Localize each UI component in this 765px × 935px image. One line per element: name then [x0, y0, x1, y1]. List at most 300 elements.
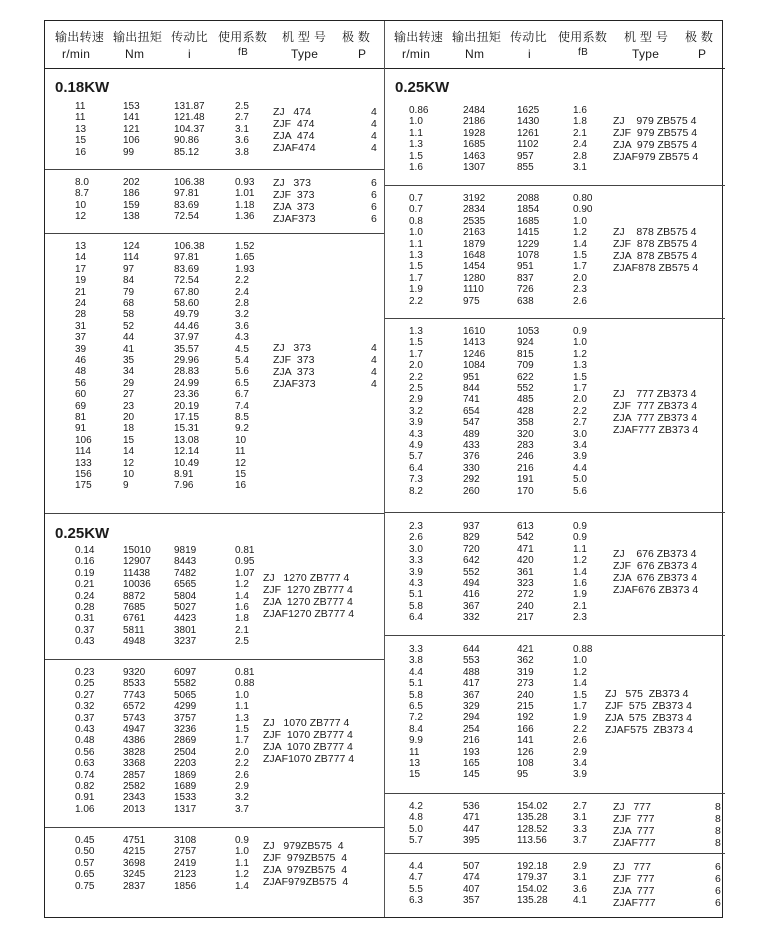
ratio-cell: 273: [517, 678, 534, 690]
factor-cell: 1.4: [235, 880, 249, 892]
factor-cell: 9.2: [235, 423, 249, 435]
speed-cell: 0.45: [75, 835, 95, 846]
factor-cell: 0.81: [235, 545, 255, 556]
speed-cell: 11: [409, 746, 420, 758]
ratio-cell: 131.87: [174, 101, 205, 112]
table-row: [45, 770, 384, 781]
torque-cell: 2582: [123, 781, 146, 792]
factor-cell: 0.90: [573, 204, 593, 216]
speed-cell: 69: [75, 400, 87, 412]
speed-cell: 0.65: [75, 869, 95, 881]
header-torque-unit: Nm: [125, 47, 145, 61]
speed-cell: 0.31: [75, 613, 95, 625]
factor-cell: 4.1: [573, 895, 587, 907]
torque-cell: 4947: [123, 724, 146, 735]
ratio-cell: 855: [517, 162, 534, 173]
speed-cell: 13: [75, 123, 87, 135]
table-row: [45, 264, 384, 275]
table-row: [385, 872, 725, 883]
speed-cell: 3.2: [409, 405, 423, 417]
table-row: [385, 612, 725, 623]
ratio-cell: 83.69: [174, 199, 200, 211]
speed-cell: 6.4: [409, 612, 423, 624]
ratio-cell: 1078: [517, 250, 540, 261]
factor-cell: 3.0: [573, 428, 587, 440]
ratio-cell: 485: [517, 394, 534, 406]
torque-cell: 34: [123, 366, 135, 378]
table-row: [45, 188, 384, 199]
model-type: ZJ 575 ZB373 4: [605, 688, 689, 701]
ratio-cell: 72.54: [174, 211, 200, 223]
header-torque: 输出扭矩: [452, 30, 502, 44]
model-type: ZJF 575 ZB373 4: [605, 700, 692, 713]
header-model-unit: Type: [632, 47, 660, 61]
speed-cell: 14: [75, 252, 87, 264]
table-row: [45, 344, 384, 355]
ratio-cell: 1229: [517, 238, 540, 250]
torque-cell: 193: [463, 746, 480, 758]
table-row: [385, 801, 725, 812]
table-row: [45, 135, 384, 146]
ratio-cell: 192: [517, 712, 534, 724]
speed-cell: 106: [75, 434, 92, 446]
table-row: [45, 177, 384, 188]
table-row: [385, 349, 725, 360]
table-row: [385, 861, 725, 872]
ratio-cell: 3237: [174, 636, 197, 648]
speed-cell: 6.3: [409, 895, 423, 907]
table-row: [385, 204, 725, 215]
factor-cell: 0.80: [573, 193, 593, 204]
table-row: [45, 545, 384, 556]
torque-cell: 1610: [463, 326, 486, 337]
speed-cell: 4.7: [409, 872, 423, 884]
data-block: [385, 635, 725, 794]
speed-cell: 0.7: [409, 204, 423, 216]
table-row: [45, 625, 384, 636]
factor-cell: 6.5: [235, 377, 249, 389]
ratio-cell: 8443: [174, 556, 197, 568]
pole-value: 6: [371, 201, 377, 213]
model-type: ZJF 777: [613, 813, 655, 825]
model-type: ZJA 575 ZB373 4: [605, 712, 692, 725]
pole-value: 6: [715, 885, 721, 897]
right-column: [384, 21, 725, 917]
ratio-cell: 3801: [174, 624, 197, 636]
torque-cell: 552: [463, 566, 480, 578]
ratio-cell: 420: [517, 555, 534, 567]
ratio-cell: 24.99: [174, 377, 200, 389]
speed-cell: 8.7: [75, 188, 89, 200]
factor-cell: 1.2: [573, 227, 587, 239]
speed-cell: 4.8: [409, 812, 423, 824]
torque-cell: 124: [123, 241, 140, 252]
speed-cell: 39: [75, 343, 87, 355]
factor-cell: 1.4: [235, 590, 249, 602]
speed-cell: 1.1: [409, 238, 423, 250]
torque-cell: 35: [123, 355, 135, 366]
table-row: [385, 337, 725, 348]
ratio-cell: 471: [517, 543, 534, 555]
pole-list: [715, 861, 721, 909]
torque-cell: 367: [463, 600, 480, 612]
factor-cell: 1.2: [235, 579, 249, 591]
ratio-cell: 7.96: [174, 480, 194, 492]
model-type-list: [263, 717, 354, 765]
header-poles-unit: P: [698, 47, 707, 61]
speed-cell: 0.24: [75, 590, 95, 602]
model-type: ZJF 777 ZB373 4: [613, 399, 698, 412]
ratio-cell: 170: [517, 485, 534, 497]
right-header: [385, 21, 725, 69]
torque-cell: 3828: [123, 746, 146, 758]
ratio-cell: 323: [517, 578, 534, 589]
factor-cell: 2.6: [573, 295, 587, 307]
torque-cell: 79: [123, 286, 135, 298]
torque-cell: 8872: [123, 590, 146, 602]
factor-cell: 0.95: [235, 556, 255, 568]
table-row: [45, 275, 384, 286]
model-type: ZJF 1070 ZB777 4: [263, 729, 353, 742]
table-row: [385, 360, 725, 371]
left-column: [45, 21, 384, 917]
speed-cell: 1.3: [409, 250, 423, 261]
factor-cell: 2.4: [573, 139, 587, 151]
data-block: [45, 513, 384, 660]
factor-cell: 2.7: [235, 112, 249, 124]
factor-cell: 2.7: [573, 801, 587, 812]
ratio-cell: 154.02: [517, 801, 548, 812]
model-type-list: [613, 115, 698, 163]
model-type: ZJF 373: [273, 189, 315, 201]
pole-value: 4: [371, 354, 377, 367]
factor-cell: 0.93: [235, 177, 255, 188]
factor-cell: 0.88: [235, 678, 255, 690]
factor-cell: 1.9: [573, 589, 587, 601]
torque-cell: 4386: [123, 735, 146, 747]
torque-cell: 471: [463, 812, 480, 824]
model-type: ZJAF373: [273, 213, 316, 225]
factor-cell: 1.5: [573, 371, 587, 383]
factor-cell: 2.2: [235, 275, 249, 287]
table-row: [45, 480, 384, 491]
torque-cell: 741: [463, 394, 480, 406]
table-row: [385, 835, 725, 846]
torque-cell: 937: [463, 521, 480, 532]
torque-cell: 3368: [123, 758, 146, 770]
ratio-cell: 552: [517, 383, 534, 394]
header-poles: 极 数: [342, 30, 371, 44]
speed-cell: 3.0: [409, 543, 423, 555]
factor-cell: 0.88: [573, 644, 593, 655]
torque-cell: 488: [463, 666, 480, 678]
section-title: 0.25KW: [55, 525, 110, 542]
model-type: ZJAF979ZB575 4: [263, 875, 349, 888]
table-row: [385, 747, 725, 758]
model-type-list: [273, 177, 316, 225]
table-row: [385, 284, 725, 295]
ratio-cell: 2123: [174, 869, 197, 881]
factor-cell: 2.8: [573, 150, 587, 162]
ratio-cell: 3236: [174, 724, 197, 735]
model-type-list: [613, 861, 656, 909]
torque-cell: 1110: [463, 284, 484, 296]
ratio-cell: 951: [517, 261, 534, 273]
speed-cell: 56: [75, 377, 87, 389]
factor-cell: 3.4: [573, 758, 587, 769]
factor-cell: 3.6: [235, 320, 249, 332]
speed-cell: 8.2: [409, 485, 423, 497]
ratio-cell: 72.54: [174, 275, 200, 287]
model-type: ZJ 373: [273, 342, 311, 355]
ratio-cell: 154.02: [517, 883, 548, 895]
torque-cell: 9: [123, 480, 129, 492]
factor-cell: 1.1: [235, 857, 249, 869]
ratio-cell: 106.38: [174, 177, 205, 188]
torque-cell: 357: [463, 895, 480, 907]
spec-table: [44, 20, 723, 918]
speed-cell: 5.7: [409, 835, 423, 847]
pole-value: 4: [371, 342, 377, 355]
torque-cell: 376: [463, 451, 480, 463]
table-row: [385, 193, 725, 204]
ratio-cell: 104.37: [174, 123, 205, 135]
ratio-cell: 6565: [174, 579, 197, 591]
ratio-cell: 622: [517, 371, 534, 383]
factor-cell: 10: [235, 434, 247, 446]
factor-cell: 2.2: [235, 758, 249, 770]
ratio-cell: 67.80: [174, 286, 200, 298]
speed-cell: 5.8: [409, 600, 423, 612]
factor-cell: 2.5: [235, 636, 249, 648]
ratio-cell: 6097: [174, 667, 197, 678]
torque-cell: 447: [463, 823, 480, 835]
pole-value: 4: [371, 366, 377, 379]
header-speed: 输出转速: [394, 30, 444, 44]
table-row: [45, 211, 384, 222]
ratio-cell: 1102: [517, 139, 539, 151]
factor-cell: 12: [235, 457, 247, 469]
torque-cell: 153: [123, 101, 140, 112]
speed-cell: 0.8: [409, 215, 423, 227]
torque-cell: 292: [463, 474, 480, 486]
torque-cell: 114: [123, 252, 139, 264]
ratio-cell: 5582: [174, 678, 197, 690]
ratio-cell: 361: [517, 566, 534, 578]
ratio-cell: 4423: [174, 613, 197, 625]
factor-cell: 5.6: [573, 485, 587, 497]
ratio-cell: 8.91: [174, 469, 194, 480]
data-block: [385, 185, 725, 319]
ratio-cell: 135.28: [517, 895, 548, 907]
speed-cell: 0.32: [75, 701, 95, 713]
torque-cell: 12907: [123, 556, 151, 568]
factor-cell: 7.4: [235, 400, 249, 412]
factor-cell: 1.0: [573, 655, 587, 667]
speed-cell: 5.1: [409, 678, 423, 690]
speed-cell: 15: [409, 769, 421, 781]
torque-cell: 15: [123, 434, 135, 446]
factor-cell: 3.2: [235, 309, 249, 321]
ratio-cell: 37.97: [174, 332, 200, 344]
table-row: [385, 735, 725, 746]
model-type: ZJA 373: [273, 201, 315, 213]
torque-cell: 15010: [123, 545, 151, 556]
pole-list: [371, 342, 377, 390]
torque-cell: 2857: [123, 769, 146, 781]
torque-cell: 1307: [463, 162, 486, 173]
pole-value: 6: [715, 861, 721, 873]
factor-cell: 11: [235, 446, 246, 458]
factor-cell: 2.3: [573, 284, 587, 296]
speed-cell: 9.9: [409, 735, 423, 747]
ratio-cell: 128.52: [517, 823, 548, 835]
pole-value: 8: [715, 837, 721, 849]
factor-cell: 1.93: [235, 263, 255, 275]
model-type-list: [613, 548, 698, 596]
table-row: [45, 124, 384, 135]
model-type: ZJA 474: [273, 129, 315, 142]
factor-cell: 2.1: [235, 624, 249, 636]
table-row: [45, 112, 384, 123]
ratio-cell: 90.86: [174, 135, 200, 147]
speed-cell: 133: [75, 457, 92, 469]
table-row: [45, 401, 384, 412]
ratio-cell: 2088: [517, 193, 540, 204]
speed-cell: 156: [75, 469, 92, 480]
table-row: [45, 435, 384, 446]
torque-cell: 2013: [123, 803, 146, 815]
factor-cell: 2.3: [573, 612, 587, 624]
factor-cell: 3.1: [235, 123, 249, 135]
torque-cell: 975: [463, 295, 480, 307]
ratio-cell: 2757: [174, 846, 197, 858]
speed-cell: 91: [75, 423, 87, 435]
speed-cell: 16: [75, 146, 87, 158]
factor-cell: 3.7: [573, 835, 587, 847]
torque-cell: 141: [123, 112, 140, 124]
table-row: [45, 287, 384, 298]
torque-cell: 1928: [463, 127, 486, 139]
speed-cell: 0.48: [75, 735, 95, 747]
section-title: 0.18KW: [55, 79, 110, 96]
table-row: [45, 781, 384, 792]
ratio-cell: 5804: [174, 590, 197, 602]
table-row: [385, 486, 725, 497]
torque-cell: 829: [463, 532, 480, 544]
torque-cell: 29: [123, 377, 135, 389]
speed-cell: 0.25: [75, 678, 95, 690]
table-row: [45, 556, 384, 567]
torque-cell: 254: [463, 723, 480, 735]
ratio-cell: 44.46: [174, 320, 200, 332]
ratio-cell: 20.19: [174, 400, 200, 412]
factor-cell: 1.6: [573, 578, 587, 589]
factor-cell: 1.5: [235, 724, 249, 735]
ratio-cell: 192.18: [517, 861, 548, 872]
ratio-cell: 1854: [517, 204, 540, 216]
torque-cell: 553: [463, 655, 480, 667]
speed-cell: 8.0: [75, 177, 89, 188]
speed-cell: 28: [75, 309, 87, 321]
pole-value: 8: [715, 801, 721, 813]
ratio-cell: 108: [517, 758, 534, 769]
model-type: ZJA 979ZB575 4: [263, 863, 348, 876]
factor-cell: 3.9: [573, 451, 587, 463]
model-type: ZJ 1270 ZB777 4: [263, 572, 350, 585]
speed-cell: 2.6: [409, 532, 423, 544]
speed-cell: 4.4: [409, 666, 423, 678]
speed-cell: 0.56: [75, 746, 95, 758]
speed-cell: 3.3: [409, 555, 423, 567]
torque-cell: 6761: [123, 613, 146, 625]
factor-cell: 5.4: [235, 355, 249, 366]
data-block: [385, 318, 725, 513]
model-type: ZJ 373: [273, 177, 311, 189]
model-type-list: [613, 801, 656, 849]
ratio-cell: 240: [517, 600, 534, 612]
header-ratio: 传动比: [510, 30, 547, 44]
torque-cell: 642: [463, 555, 480, 567]
model-type: ZJA 1270 ZB777 4: [263, 596, 353, 609]
speed-cell: 1.3: [409, 139, 423, 151]
torque-cell: 1246: [463, 348, 486, 360]
speed-cell: 5.5: [409, 883, 423, 895]
model-type: ZJF 373: [273, 354, 315, 367]
speed-cell: 2.2: [409, 295, 423, 307]
table-row: [45, 147, 384, 158]
table-row: [45, 678, 384, 689]
pole-value: 6: [371, 177, 377, 189]
ratio-cell: 3108: [174, 835, 197, 846]
model-type-list: [613, 226, 698, 274]
speed-cell: 46: [75, 355, 87, 366]
speed-cell: 2.5: [409, 383, 423, 394]
ratio-cell: 5065: [174, 689, 197, 701]
torque-cell: 106: [123, 135, 140, 147]
torque-cell: 2837: [123, 880, 146, 892]
model-type: ZJF 474: [273, 117, 315, 130]
torque-cell: 23: [123, 400, 135, 412]
pole-list: [715, 801, 721, 849]
torque-cell: 41: [123, 343, 135, 355]
speed-cell: 6.5: [409, 701, 423, 712]
ratio-cell: 1625: [517, 105, 540, 116]
torque-cell: 2834: [463, 204, 486, 216]
table-row: [45, 423, 384, 434]
speed-cell: 2.9: [409, 394, 423, 406]
model-type-list: [263, 840, 348, 888]
pole-value: 4: [371, 117, 377, 130]
torque-cell: 159: [123, 199, 140, 211]
speed-cell: 0.37: [75, 712, 95, 724]
factor-cell: 4.3: [235, 332, 249, 344]
speed-cell: 0.16: [75, 556, 95, 568]
table-row: [385, 451, 725, 462]
header-model: 机 型 号: [282, 30, 327, 44]
table-row: [385, 326, 725, 337]
factor-cell: 3.1: [573, 812, 587, 824]
ratio-cell: 1685: [517, 215, 540, 227]
model-type: ZJF 979ZB575 4: [263, 851, 348, 864]
speed-cell: 5.8: [409, 689, 423, 701]
torque-cell: 1648: [463, 250, 486, 261]
torque-cell: 951: [463, 371, 480, 383]
factor-cell: 0.9: [573, 326, 587, 337]
speed-cell: 0.28: [75, 602, 95, 613]
speed-cell: 3.3: [409, 644, 423, 655]
data-block: [385, 793, 725, 854]
